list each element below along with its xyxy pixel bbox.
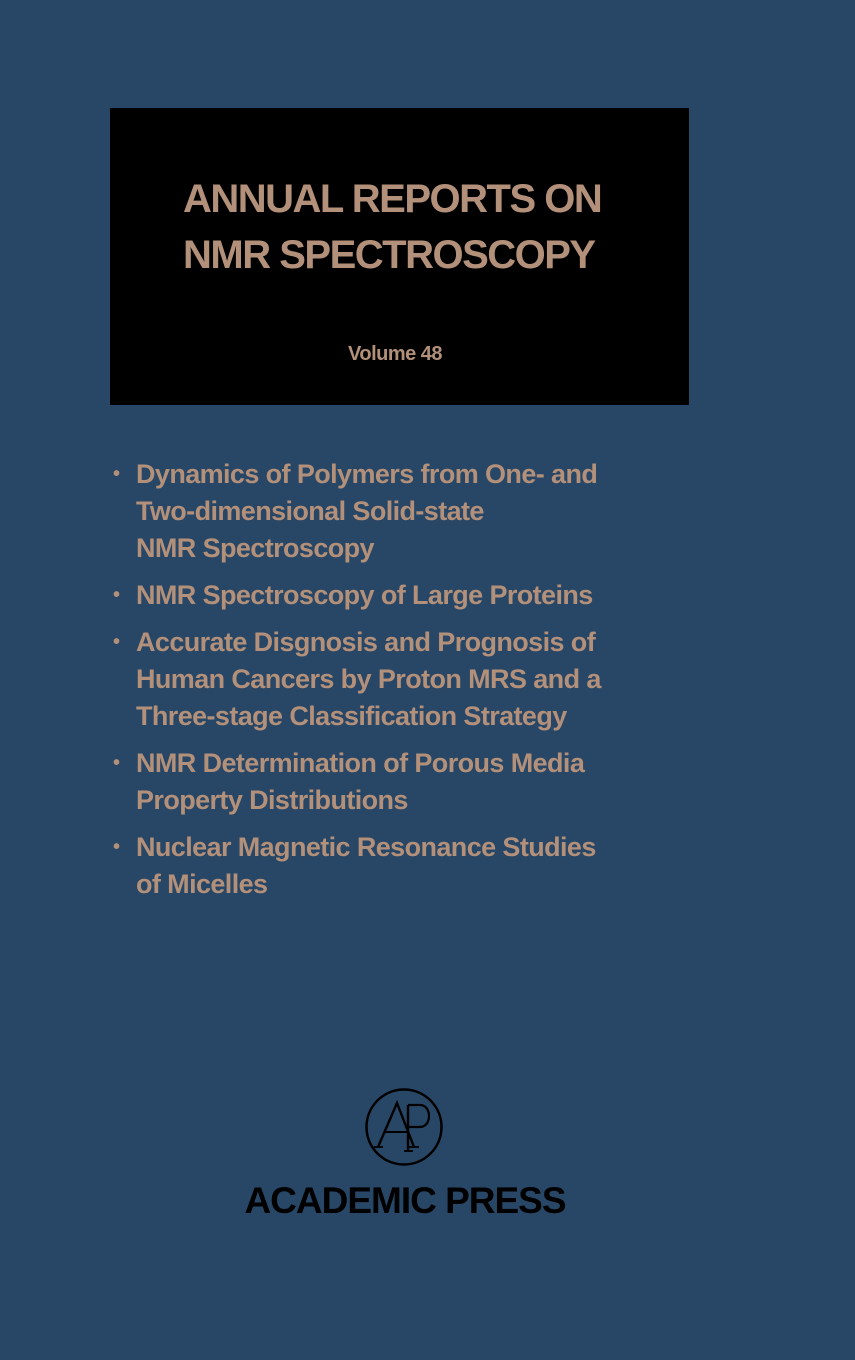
contents-item (110, 624, 650, 735)
bullet-icon: • (113, 752, 120, 774)
contents-item-line: Property Distributions (136, 785, 408, 815)
publisher-name: ACADEMIC PRESS (244, 1180, 566, 1221)
contents-list (110, 456, 650, 913)
contents-item (110, 829, 650, 903)
contents-item-line: Human Cancers by Proton MRS and a (136, 664, 601, 694)
contents-item-line: NMR Spectroscopy of Large Proteins (136, 580, 593, 610)
series-title-line-2: NMR SPECTROSCOPY (183, 233, 595, 277)
contents-item (110, 577, 650, 614)
academic-press-logo-icon (364, 1087, 444, 1167)
contents-item-line: Two-dimensional Solid-state (136, 496, 484, 526)
contents-item-line: NMR Spectroscopy (136, 533, 374, 563)
title-panel (110, 108, 689, 405)
bullet-icon: • (113, 463, 120, 485)
bullet-icon: • (113, 836, 120, 858)
series-title-line-1: ANNUAL REPORTS ON (183, 177, 602, 221)
contents-item-line: Nuclear Magnetic Resonance Studies (136, 832, 596, 862)
contents-item-line: Accurate Disgnosis and Prognosis of (136, 627, 596, 657)
volume-number: Volume 48 (348, 343, 443, 365)
bullet-icon: • (113, 584, 120, 606)
contents-item-line: Dynamics of Polymers from One- and (136, 459, 598, 489)
bullet-icon: • (113, 631, 120, 653)
contents-item (110, 745, 650, 819)
contents-item-line: Three-stage Classification Strategy (136, 701, 567, 731)
contents-item (110, 456, 650, 567)
contents-item-line: of Micelles (136, 869, 268, 899)
contents-item-line: NMR Determination of Porous Media (136, 748, 585, 778)
